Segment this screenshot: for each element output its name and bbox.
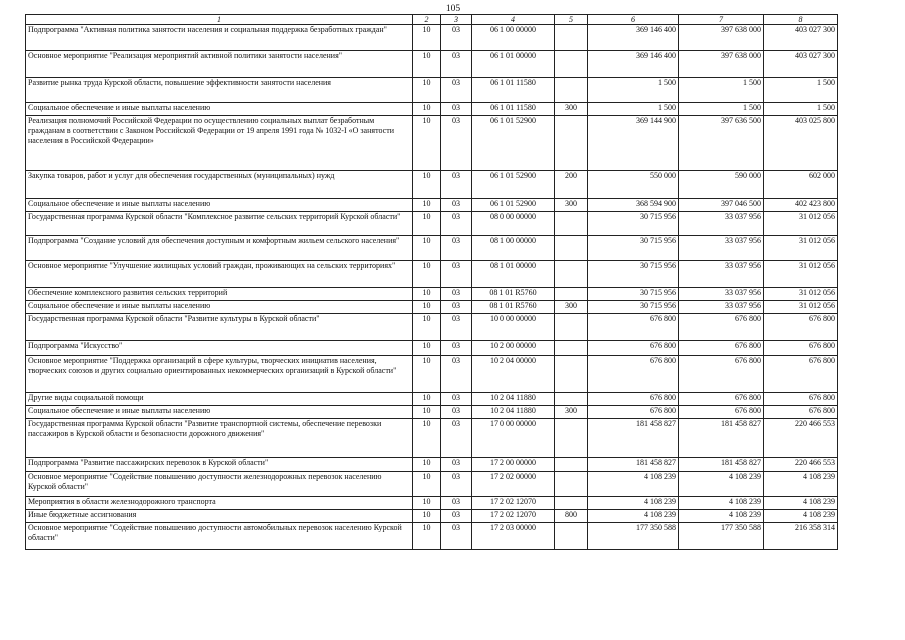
amount-col8-cell: 1 500 xyxy=(764,103,838,116)
section-cell: 10 xyxy=(413,288,441,301)
amount-col8-cell: 676 800 xyxy=(764,356,838,393)
expense-type-cell: 200 xyxy=(555,171,588,199)
amount-col7-cell: 397 638 000 xyxy=(679,25,764,51)
table-row xyxy=(26,301,838,314)
expense-type-cell xyxy=(555,116,588,171)
amount-col6-cell: 30 715 956 xyxy=(588,236,679,261)
expense-type-cell xyxy=(555,236,588,261)
item-name-cell: Государственная программа Курской области "Развитие транспортной системы, обеспечение перевозки пассажиров в Курской области и безопасности дорожного движения" xyxy=(26,419,413,458)
amount-col7-cell: 676 800 xyxy=(679,356,764,393)
section-cell: 10 xyxy=(413,78,441,103)
subsection-cell: 03 xyxy=(441,356,472,393)
amount-col7-cell: 33 037 956 xyxy=(679,301,764,314)
expense-type-cell xyxy=(555,458,588,472)
item-name-cell: Социальное обеспечение и иные выплаты населению xyxy=(26,301,413,314)
expense-type-cell xyxy=(555,51,588,78)
section-cell: 10 xyxy=(413,212,441,236)
subsection-cell: 03 xyxy=(441,341,472,356)
page-number: 105 xyxy=(445,4,461,14)
section-cell: 10 xyxy=(413,261,441,288)
expense-type-cell xyxy=(555,419,588,458)
amount-col8-cell: 4 108 239 xyxy=(764,510,838,523)
column-header: 6 xyxy=(588,15,679,25)
item-name-cell: Мероприятия в области железнодорожного транспорта xyxy=(26,497,413,510)
amount-col8-cell: 676 800 xyxy=(764,406,838,419)
amount-col7-cell: 1 500 xyxy=(679,78,764,103)
table-row xyxy=(26,288,838,301)
amount-col7-cell: 397 636 500 xyxy=(679,116,764,171)
target-code-cell: 08 0 00 00000 xyxy=(472,212,555,236)
item-name-cell: Основное мероприятие "Реализация мероприятий активной политики занятости населения" xyxy=(26,51,413,78)
amount-col6-cell: 676 800 xyxy=(588,341,679,356)
amount-col6-cell: 369 146 400 xyxy=(588,25,679,51)
column-header: 3 xyxy=(441,15,472,25)
column-header: 8 xyxy=(764,15,838,25)
expense-type-cell: 300 xyxy=(555,199,588,212)
table-row xyxy=(26,523,838,550)
amount-col6-cell: 676 800 xyxy=(588,356,679,393)
expense-type-cell xyxy=(555,78,588,103)
item-name-cell: Обеспечение комплексного развития сельских территорий xyxy=(26,288,413,301)
section-cell: 10 xyxy=(413,510,441,523)
item-name-cell: Социальное обеспечение и иные выплаты населению xyxy=(26,406,413,419)
amount-col6-cell: 676 800 xyxy=(588,406,679,419)
table-row xyxy=(26,497,838,510)
section-cell: 10 xyxy=(413,301,441,314)
target-code-cell: 06 1 01 11580 xyxy=(472,103,555,116)
item-name-cell: Закупка товаров, работ и услуг для обеспечения государственных (муниципальных) нужд xyxy=(26,171,413,199)
section-cell: 10 xyxy=(413,458,441,472)
subsection-cell: 03 xyxy=(441,116,472,171)
expense-type-cell xyxy=(555,523,588,550)
item-name-cell: Социальное обеспечение и иные выплаты населению xyxy=(26,199,413,212)
target-code-cell: 08 1 00 00000 xyxy=(472,236,555,261)
amount-col7-cell: 590 000 xyxy=(679,171,764,199)
table-row xyxy=(26,510,838,523)
amount-col8-cell: 676 800 xyxy=(764,393,838,406)
amount-col7-cell: 4 108 239 xyxy=(679,510,764,523)
amount-col7-cell: 397 638 000 xyxy=(679,51,764,78)
subsection-cell: 03 xyxy=(441,288,472,301)
amount-col6-cell: 30 715 956 xyxy=(588,212,679,236)
amount-col6-cell: 181 458 827 xyxy=(588,458,679,472)
item-name-cell: Иные бюджетные ассигнования xyxy=(26,510,413,523)
amount-col6-cell: 369 146 400 xyxy=(588,51,679,78)
target-code-cell: 17 2 03 00000 xyxy=(472,523,555,550)
column-header: 5 xyxy=(555,15,588,25)
target-code-cell: 06 1 01 52900 xyxy=(472,199,555,212)
amount-col7-cell: 676 800 xyxy=(679,406,764,419)
amount-col8-cell: 31 012 056 xyxy=(764,212,838,236)
item-name-cell: Государственная программа Курской области "Развитие культуры в Курской области" xyxy=(26,314,413,341)
target-code-cell: 08 1 01 R5760 xyxy=(472,301,555,314)
table-row xyxy=(26,171,838,199)
column-header: 4 xyxy=(472,15,555,25)
amount-col8-cell: 403 025 800 xyxy=(764,116,838,171)
amount-col6-cell: 676 800 xyxy=(588,314,679,341)
amount-col8-cell: 676 800 xyxy=(764,341,838,356)
table-row xyxy=(26,116,838,171)
table-row xyxy=(26,261,838,288)
section-cell: 10 xyxy=(413,356,441,393)
item-name-cell: Основное мероприятие "Поддержка организаций в сфере культуры, творческих инициатив населения, творческих союзов и других социально ориентированных некоммерческих организаций в Курской области" xyxy=(26,356,413,393)
section-cell: 10 xyxy=(413,472,441,497)
section-cell: 10 xyxy=(413,51,441,78)
table-row xyxy=(26,314,838,341)
section-cell: 10 xyxy=(413,25,441,51)
table-row xyxy=(26,78,838,103)
expense-type-cell: 300 xyxy=(555,301,588,314)
expense-type-cell xyxy=(555,261,588,288)
target-code-cell: 06 1 01 00000 xyxy=(472,51,555,78)
table-row xyxy=(26,103,838,116)
amount-col6-cell: 676 800 xyxy=(588,393,679,406)
table-row xyxy=(26,212,838,236)
budget-table xyxy=(25,14,838,550)
subsection-cell: 03 xyxy=(441,510,472,523)
expense-type-cell xyxy=(555,288,588,301)
table-row xyxy=(26,356,838,393)
amount-col6-cell: 30 715 956 xyxy=(588,288,679,301)
expense-type-cell xyxy=(555,341,588,356)
amount-col8-cell: 220 466 553 xyxy=(764,419,838,458)
column-header: 7 xyxy=(679,15,764,25)
amount-col7-cell: 33 037 956 xyxy=(679,261,764,288)
amount-col7-cell: 676 800 xyxy=(679,393,764,406)
target-code-cell: 17 0 00 00000 xyxy=(472,419,555,458)
amount-col8-cell: 31 012 056 xyxy=(764,301,838,314)
table-row xyxy=(26,458,838,472)
amount-col7-cell: 33 037 956 xyxy=(679,288,764,301)
amount-col7-cell: 676 800 xyxy=(679,314,764,341)
item-name-cell: Подпрограмма "Развитие пассажирских перевозок в Курской области" xyxy=(26,458,413,472)
target-code-cell: 06 1 01 11580 xyxy=(472,78,555,103)
section-cell: 10 xyxy=(413,341,441,356)
expense-type-cell xyxy=(555,393,588,406)
amount-col8-cell: 4 108 239 xyxy=(764,497,838,510)
subsection-cell: 03 xyxy=(441,51,472,78)
table-row xyxy=(26,341,838,356)
subsection-cell: 03 xyxy=(441,25,472,51)
column-header: 1 xyxy=(26,15,413,25)
table-row xyxy=(26,236,838,261)
target-code-cell: 10 2 04 11880 xyxy=(472,393,555,406)
target-code-cell: 17 2 00 00000 xyxy=(472,458,555,472)
table-row xyxy=(26,199,838,212)
amount-col6-cell: 4 108 239 xyxy=(588,497,679,510)
section-cell: 10 xyxy=(413,199,441,212)
expense-type-cell xyxy=(555,472,588,497)
amount-col8-cell: 602 000 xyxy=(764,171,838,199)
amount-col7-cell: 181 458 827 xyxy=(679,458,764,472)
amount-col8-cell: 31 012 056 xyxy=(764,236,838,261)
target-code-cell: 10 0 00 00000 xyxy=(472,314,555,341)
amount-col8-cell: 4 108 239 xyxy=(764,472,838,497)
table-row xyxy=(26,419,838,458)
target-code-cell: 06 1 01 52900 xyxy=(472,116,555,171)
target-code-cell: 17 2 02 12070 xyxy=(472,497,555,510)
amount-col7-cell: 4 108 239 xyxy=(679,497,764,510)
expense-type-cell xyxy=(555,314,588,341)
table-row xyxy=(26,25,838,51)
column-number-row xyxy=(26,15,838,25)
amount-col6-cell: 1 500 xyxy=(588,103,679,116)
item-name-cell: Основное мероприятие "Улучшение жилищных условий граждан, проживающих на сельских территориях" xyxy=(26,261,413,288)
item-name-cell: Подпрограмма "Создание условий для обеспечения доступным и комфортным жильем сельского населения" xyxy=(26,236,413,261)
budget-table-body xyxy=(26,15,838,550)
amount-col7-cell: 4 108 239 xyxy=(679,472,764,497)
amount-col8-cell: 1 500 xyxy=(764,78,838,103)
subsection-cell: 03 xyxy=(441,458,472,472)
item-name-cell: Развитие рынка труда Курской области, повышение эффективности занятости населения xyxy=(26,78,413,103)
amount-col8-cell: 31 012 056 xyxy=(764,261,838,288)
table-row xyxy=(26,472,838,497)
expense-type-cell: 300 xyxy=(555,103,588,116)
subsection-cell: 03 xyxy=(441,314,472,341)
amount-col6-cell: 1 500 xyxy=(588,78,679,103)
target-code-cell: 08 1 01 R5760 xyxy=(472,288,555,301)
amount-col6-cell: 30 715 956 xyxy=(588,261,679,288)
target-code-cell: 10 2 04 11880 xyxy=(472,406,555,419)
target-code-cell: 17 2 02 12070 xyxy=(472,510,555,523)
item-name-cell: Другие виды социальной помощи xyxy=(26,393,413,406)
amount-col8-cell: 676 800 xyxy=(764,314,838,341)
table-row xyxy=(26,51,838,78)
target-code-cell: 10 2 00 00000 xyxy=(472,341,555,356)
target-code-cell: 08 1 01 00000 xyxy=(472,261,555,288)
item-name-cell: Социальное обеспечение и иные выплаты населению xyxy=(26,103,413,116)
amount-col7-cell: 33 037 956 xyxy=(679,236,764,261)
subsection-cell: 03 xyxy=(441,393,472,406)
subsection-cell: 03 xyxy=(441,212,472,236)
section-cell: 10 xyxy=(413,171,441,199)
amount-col7-cell: 181 458 827 xyxy=(679,419,764,458)
table-row xyxy=(26,406,838,419)
expense-type-cell: 300 xyxy=(555,406,588,419)
amount-col8-cell: 403 027 300 xyxy=(764,25,838,51)
target-code-cell: 10 2 04 00000 xyxy=(472,356,555,393)
expense-type-cell xyxy=(555,212,588,236)
expense-type-cell xyxy=(555,25,588,51)
item-name-cell: Подпрограмма "Искусство" xyxy=(26,341,413,356)
item-name-cell: Реализация полномочий Российской Федерации по осуществлению социальных выплат безработным гражданам в соответствии с Законом Российской Федерации от 19 апреля 1991 года № 1032-I «О занятости населения в Российской Федерации» xyxy=(26,116,413,171)
amount-col7-cell: 397 046 500 xyxy=(679,199,764,212)
section-cell: 10 xyxy=(413,393,441,406)
amount-col6-cell: 369 144 900 xyxy=(588,116,679,171)
item-name-cell: Государственная программа Курской области "Комплексное развитие сельских территорий Курской области" xyxy=(26,212,413,236)
subsection-cell: 03 xyxy=(441,236,472,261)
amount-col7-cell: 676 800 xyxy=(679,341,764,356)
amount-col7-cell: 177 350 588 xyxy=(679,523,764,550)
expense-type-cell xyxy=(555,356,588,393)
amount-col8-cell: 220 466 553 xyxy=(764,458,838,472)
amount-col6-cell: 177 350 588 xyxy=(588,523,679,550)
amount-col6-cell: 368 594 900 xyxy=(588,199,679,212)
amount-col8-cell: 216 358 314 xyxy=(764,523,838,550)
section-cell: 10 xyxy=(413,419,441,458)
subsection-cell: 03 xyxy=(441,406,472,419)
subsection-cell: 03 xyxy=(441,523,472,550)
section-cell: 10 xyxy=(413,406,441,419)
amount-col6-cell: 30 715 956 xyxy=(588,301,679,314)
subsection-cell: 03 xyxy=(441,497,472,510)
section-cell: 10 xyxy=(413,116,441,171)
subsection-cell: 03 xyxy=(441,261,472,288)
subsection-cell: 03 xyxy=(441,419,472,458)
amount-col6-cell: 4 108 239 xyxy=(588,472,679,497)
subsection-cell: 03 xyxy=(441,103,472,116)
item-name-cell: Основное мероприятие "Содействие повышению доступности железнодорожных перевозок населению Курской области" xyxy=(26,472,413,497)
section-cell: 10 xyxy=(413,236,441,261)
expense-type-cell xyxy=(555,497,588,510)
item-name-cell: Основное мероприятие "Содействие повышению доступности автомобильных перевозок населению Курской области" xyxy=(26,523,413,550)
amount-col8-cell: 402 423 800 xyxy=(764,199,838,212)
amount-col6-cell: 550 000 xyxy=(588,171,679,199)
column-header: 2 xyxy=(413,15,441,25)
amount-col6-cell: 4 108 239 xyxy=(588,510,679,523)
subsection-cell: 03 xyxy=(441,472,472,497)
section-cell: 10 xyxy=(413,314,441,341)
target-code-cell: 17 2 02 00000 xyxy=(472,472,555,497)
item-name-cell: Подпрограмма "Активная политика занятости населения и социальная поддержка безработных граждан" xyxy=(26,25,413,51)
section-cell: 10 xyxy=(413,497,441,510)
subsection-cell: 03 xyxy=(441,171,472,199)
amount-col8-cell: 31 012 056 xyxy=(764,288,838,301)
amount-col8-cell: 403 027 300 xyxy=(764,51,838,78)
amount-col7-cell: 1 500 xyxy=(679,103,764,116)
section-cell: 10 xyxy=(413,103,441,116)
target-code-cell: 06 1 01 52900 xyxy=(472,171,555,199)
section-cell: 10 xyxy=(413,523,441,550)
amount-col6-cell: 181 458 827 xyxy=(588,419,679,458)
table-row xyxy=(26,393,838,406)
subsection-cell: 03 xyxy=(441,301,472,314)
amount-col7-cell: 33 037 956 xyxy=(679,212,764,236)
subsection-cell: 03 xyxy=(441,78,472,103)
subsection-cell: 03 xyxy=(441,199,472,212)
expense-type-cell: 800 xyxy=(555,510,588,523)
target-code-cell: 06 1 00 00000 xyxy=(472,25,555,51)
